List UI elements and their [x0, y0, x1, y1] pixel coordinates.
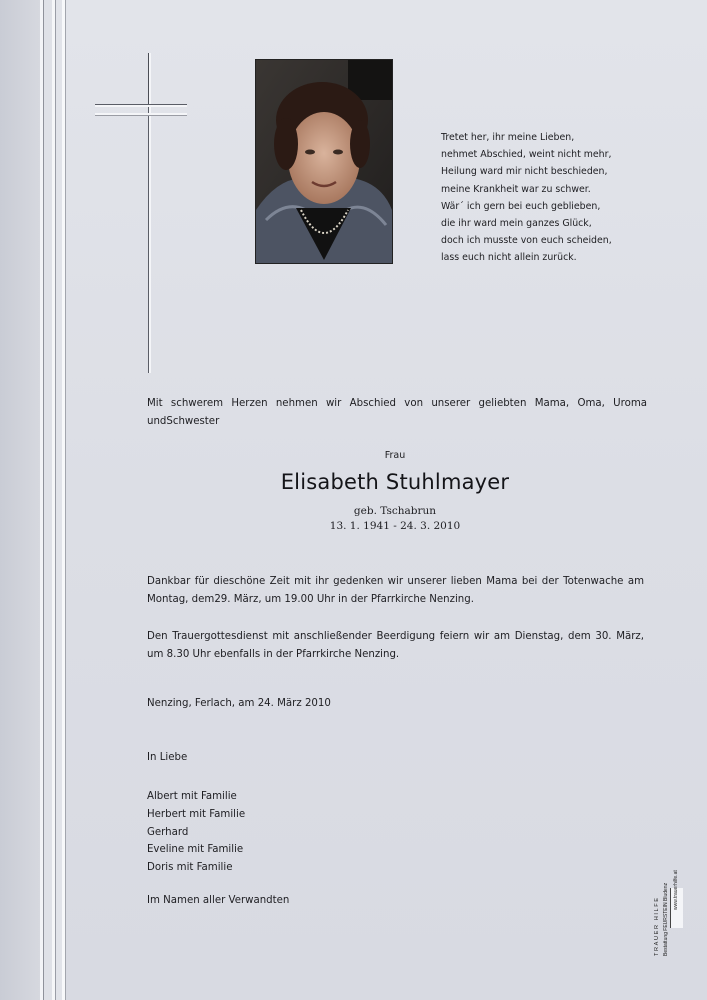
- poem-line: Tretet her, ihr meine Lieben,: [441, 132, 575, 143]
- place-date: Nenzing, Ferlach, am 24. März 2010: [147, 698, 331, 709]
- mourner: Eveline mit Familie: [147, 844, 244, 856]
- logo-line-3: www.trauerhilfe.at: [673, 870, 679, 910]
- birth-name: geb. Tschabrun: [353, 505, 437, 517]
- funeral-home-logo: [654, 848, 684, 958]
- mourner: Doris mit Familie: [147, 862, 233, 874]
- poem-line: lass euch nicht allein zurück.: [441, 252, 577, 264]
- funeral-paragraph: Den Trauergottesdienst mit anschließender Beerdigung feiern wir am Dienstag, dem 30. März, um 8.30 Uhr ebenfalls in der Pfarrkirche Nenzing.: [147, 631, 644, 660]
- mourner: Herbert mit Familie: [147, 808, 246, 820]
- life-dates: 13. 1. 1941 - 24. 3. 2010: [329, 520, 461, 532]
- poem-line: Wär´ ich gern bei euch geblieben,: [441, 200, 601, 212]
- deceased-name: Elisabeth Stuhlmayer: [280, 470, 510, 494]
- title-prefix: Frau: [384, 450, 406, 461]
- poem-line: nehmet Abschied, weint nicht mehr,: [441, 149, 612, 161]
- poem-line: meine Krankheit war zu schwer.: [441, 183, 591, 195]
- mourner: Gerhard: [147, 826, 189, 838]
- poem: [441, 129, 671, 267]
- poem-line: die ihr ward mein ganzes Glück,: [441, 218, 592, 230]
- portrait-photo: [255, 59, 393, 264]
- logo-line-1: TRAUER HILFE: [654, 896, 660, 956]
- logo-line-2: Bestattung FEURSTEIN Bludenz: [663, 882, 669, 956]
- mourner: Albert mit Familie: [147, 791, 237, 802]
- decorative-stripes: [0, 0, 70, 1000]
- intro-text: Mit schwerem Herzen nehmen wir Abschied von unserer geliebten Mama, Oma, Uroma undSchwester: [147, 398, 647, 427]
- closing-text: In Liebe: [147, 752, 188, 763]
- mourners-list: [147, 788, 245, 877]
- poem-line: doch ich musste von euch scheiden,: [441, 235, 612, 247]
- relatives-text: Im Namen aller Verwandten: [147, 895, 290, 906]
- wake-paragraph: Dankbar für dieschöne Zeit mit ihr gedenken wir unserer lieben Mama bei der Totenwache am Montag, dem29. März, um 19.00 Uhr in der Pfarrkirche Nenzing.: [147, 576, 644, 605]
- poem-line: Heilung ward mir nicht beschieden,: [441, 166, 608, 178]
